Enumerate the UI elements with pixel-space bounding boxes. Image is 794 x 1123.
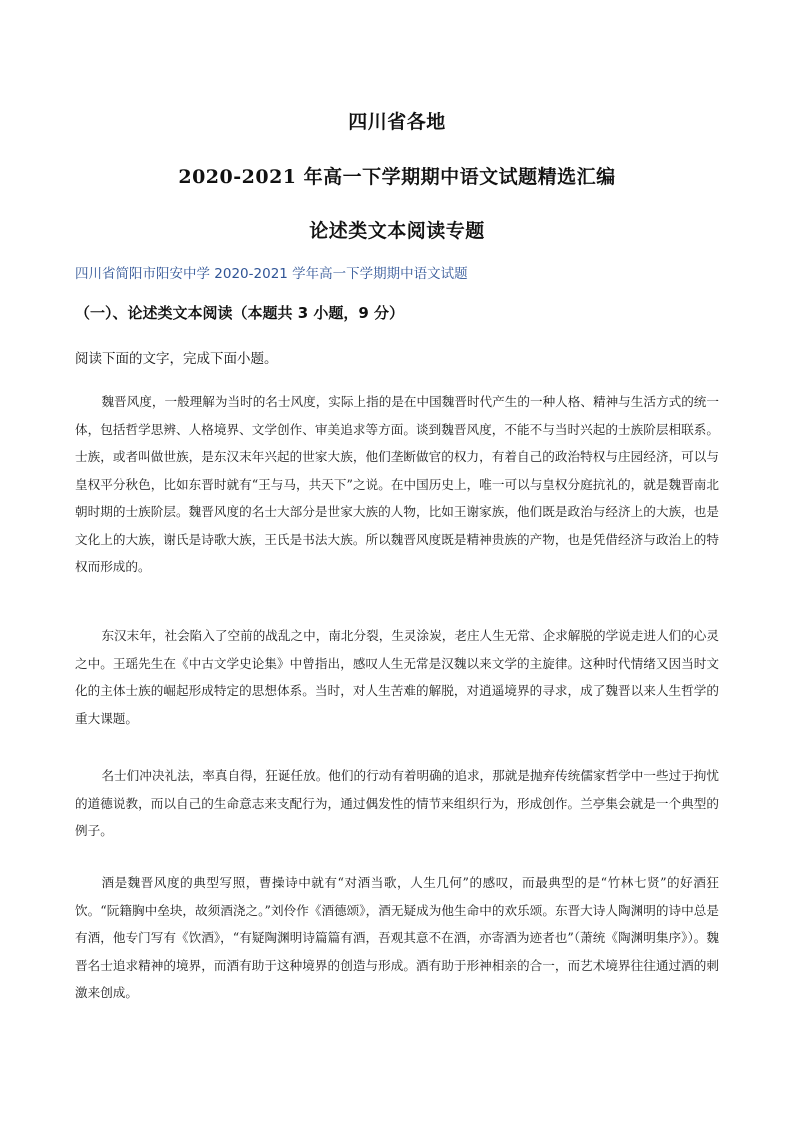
paragraph-3: 名士们冲决礼法，率真自得，狂诞任放。他们的行动有着明确的追求，那就是抛弃传统儒家哲学中一些过于拘忧的道德说教，而以自己的生命意志来支配行为，通过偶发性的情节来组织行为，形成创作。兰亭集会就是一个典型的例子。 bbox=[75, 768, 719, 838]
title-region: 四川省各地 bbox=[348, 111, 446, 133]
paragraph-1: 魏晋风度，一般理解为当时的名士风度，实际上指的是在中国魏晋时代产生的一种人格、精神与生活方式的统一体，包括哲学思辨、人格境界、文学创作、审美追求等方面。谈到魏晋风度，不能不与当时兴起的士族阶层相联系。士族，或者叫做世族，是东汉末年兴起的世家大族，他们垄断做官的权力，有着自己的政治特权与庄园经济，可以与皇权平分秋色，比如东晋时就有“王与马，共天下”之说。在中国历史上，唯一可以与皇权分庭抗礼的，就是魏晋南北朝时期的士族阶层。魏晋风度的名士大部分是世家大族的人物，比如王谢家族，他们既是政治与经济上的大族，也是文化上的大族，谢氏是诗歌大族，王氏是书法大族。所以魏晋风度既是精神贵族的产物，也是凭借经济与政治上的特权而形成的。 bbox=[75, 394, 719, 574]
title-topic: 论述类文本阅读专题 bbox=[309, 220, 485, 242]
title-main: 2020-2021 年高一下学期期中语文试题精选汇编 bbox=[178, 166, 616, 188]
paragraph-4: 酒是魏晋风度的典型写照，曹操诗中就有“对酒当歌，人生几何”的感叹，而最典型的是“竹林七贤”的好酒狂饮。“阮籍胸中垒块，故须酒浇之。”刘伶作《酒德颂》，酒无疑成为他生命中的欢乐颂。东晋大诗人陶渊明的诗中总是有酒，他专门写有《饮酒》，“有疑陶渊明诗篇篇有酒，吾观其意不在酒，亦寄酒为迹者也”（萧统《陶渊明集序》）。魏晋名士追求精神的境界，而酒有助于这种境界的创造与形成。酒有助于形神相亲的合一，而艺术境界往往通过酒的刺激来创成。 bbox=[75, 875, 719, 1000]
paragraph-2: 东汉末年，社会陷入了空前的战乱之中，南北分裂，生灵涂炭，老庄人生无常、企求解脱的学说走进人们的心灵之中。王瑶先生在《中古文学史论集》中曾指出，感叹人生无常是汉魏以来文学的主旋律。这种时代情绪又因当时文化的主体士族的崛起形成特定的思想体系。当时，对人生苦难的解脱，对逍遥境界的寻求，成了魏晋以来人生哲学的重大课题。 bbox=[75, 628, 719, 726]
source-link[interactable]: 四川省简阳市阳安中学 2020-2021 学年高一下学期期中语文试题 bbox=[75, 266, 468, 282]
section-heading: （一）、论述类文本阅读（本题共 3 小题，9 分） bbox=[75, 304, 405, 322]
reading-instruction: 阅读下面的文字，完成下面小题。 bbox=[75, 351, 278, 367]
